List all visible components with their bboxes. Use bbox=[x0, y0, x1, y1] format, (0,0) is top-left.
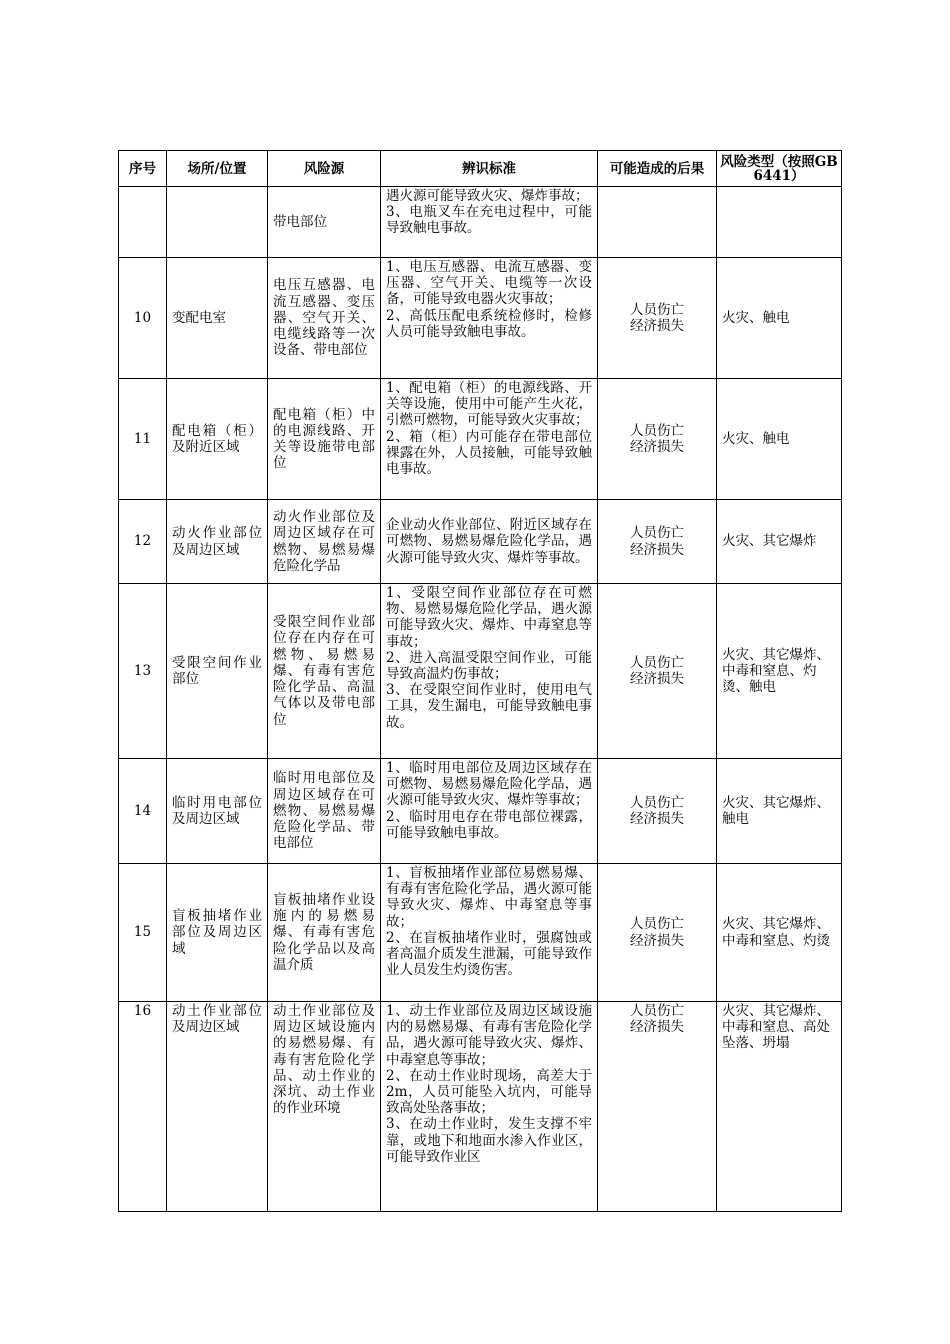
cell-place: 盲板抽堵作业部位及周边区域 bbox=[167, 864, 268, 1002]
table-row bbox=[119, 258, 842, 379]
cell-source: 临时用电部位及周边区域存在可燃物、易燃易爆危险化学品、带电部位 bbox=[268, 759, 381, 864]
cell-criteria: 企业动火作业部位、附近区域存在可燃物、易燃易爆危险化学品，遇火源可能导致火灾、爆炸等事故。 bbox=[381, 500, 598, 584]
cell-seq: 15 bbox=[119, 864, 167, 1002]
cell-type: 火灾、其它爆炸、中毒和窒息、灼烫 bbox=[717, 864, 842, 1002]
table-row bbox=[119, 379, 842, 500]
cell-place bbox=[167, 187, 268, 258]
cell-place: 变配电室 bbox=[167, 258, 268, 379]
cell-criteria: 1、配电箱（柜）的电源线路、开关等设施，使用中可能产生火花，引燃可燃物，可能导致火灾事故； 2、箱（柜）内可能存在带电部位裸露在外，人员接触，可能导致触电事故。 bbox=[381, 379, 598, 500]
cell-seq: 13 bbox=[119, 584, 167, 759]
risk-identification-table bbox=[118, 150, 842, 1212]
header-criteria: 辨识标准 bbox=[381, 151, 598, 187]
cell-source: 带电部位 bbox=[268, 187, 381, 258]
cell-source: 盲板抽堵作业设施内的易燃易爆、有毒有害危险化学品以及高温介质 bbox=[268, 864, 381, 1002]
cell-consequence: 人员伤亡 经济损失 bbox=[598, 500, 717, 584]
cell-consequence: 人员伤亡 经济损失 bbox=[598, 1002, 717, 1212]
cell-place: 临时用电部位及周边区域 bbox=[167, 759, 268, 864]
cell-seq: 12 bbox=[119, 500, 167, 584]
cell-place: 配电箱（柜）及附近区域 bbox=[167, 379, 268, 500]
cell-source: 电压互感器、电流互感器、变压器、空气开关、电缆线路等一次设备、带电部位 bbox=[268, 258, 381, 379]
cell-source: 动土作业部位及周边区域设施内的易燃易爆、有毒有害危险化学品、动土作业的深坑、动土作业的作业环境 bbox=[268, 1002, 381, 1212]
cell-type: 火灾、其它爆炸、中毒和窒息、灼烫、触电 bbox=[717, 584, 842, 759]
header-seq: 序号 bbox=[119, 151, 167, 187]
cell-type: 火灾、其它爆炸 bbox=[717, 500, 842, 584]
header-place: 场所/位置 bbox=[167, 151, 268, 187]
cell-seq: 11 bbox=[119, 379, 167, 500]
cell-criteria: 1、动土作业部位及周边区域设施内的易燃易爆、有毒有害危险化学品，遇火源可能导致火灾、爆炸、中毒窒息等事故； 2、在动土作业时现场，高差大于2m，人员可能坠入坑内，可能导致高处坠落事故； 3、在动土作业时，发生支撑不牢靠，或地下和地面水渗入作业区，可能导致作业区 bbox=[381, 1002, 598, 1212]
cell-place: 动火作业部位及周边区域 bbox=[167, 500, 268, 584]
cell-consequence: 人员伤亡 经济损失 bbox=[598, 584, 717, 759]
cell-criteria: 1、受限空间作业部位存在可燃物、易燃易爆危险化学品，遇火源可能导致火灾、爆炸、中毒窒息等事故； 2、进入高温受限空间作业，可能导致高温灼伤事故； 3、在受限空间作业时，使用电气工具，发生漏电，可能导致触电事故。 bbox=[381, 584, 598, 759]
cell-seq bbox=[119, 187, 167, 258]
cell-source: 配电箱（柜）中的电源线路、开关等设施带电部位 bbox=[268, 379, 381, 500]
cell-consequence bbox=[598, 187, 717, 258]
cell-source: 动火作业部位及周边区域存在可燃物、易燃易爆危险化学品 bbox=[268, 500, 381, 584]
table-row bbox=[119, 759, 842, 864]
header-consequence: 可能造成的后果 bbox=[598, 151, 717, 187]
cell-type: 火灾、触电 bbox=[717, 258, 842, 379]
cell-seq: 14 bbox=[119, 759, 167, 864]
table-row bbox=[119, 864, 842, 1002]
table-header-row bbox=[119, 151, 842, 187]
cell-place: 受限空间作业部位 bbox=[167, 584, 268, 759]
cell-source: 受限空间作业部位存在内存在可燃物、易燃易爆、有毒有害危险化学品、高温气体以及带电部位 bbox=[268, 584, 381, 759]
cell-consequence: 人员伤亡 经济损失 bbox=[598, 864, 717, 1002]
cell-criteria: 1、电压互感器、电流互感器、变压器、空气开关、电缆等一次设备，可能导致电器火灾事故； 2、高低压配电系统检修时，检修人员可能导致触电事故。 bbox=[381, 258, 598, 379]
cell-place: 动土作业部位及周边区域 bbox=[167, 1002, 268, 1212]
cell-consequence: 人员伤亡 经济损失 bbox=[598, 379, 717, 500]
table-row bbox=[119, 1002, 842, 1212]
cell-type: 火灾、其它爆炸、触电 bbox=[717, 759, 842, 864]
header-source: 风险源 bbox=[268, 151, 381, 187]
cell-criteria: 遇火源可能导致火灾、爆炸事故； 3、电瓶叉车在充电过程中，可能导致触电事故。 bbox=[381, 187, 598, 258]
header-type: 风险类型（按照GB6441） bbox=[717, 151, 842, 187]
cell-consequence: 人员伤亡 经济损失 bbox=[598, 759, 717, 864]
cell-type: 火灾、触电 bbox=[717, 379, 842, 500]
table-row bbox=[119, 187, 842, 258]
cell-seq: 10 bbox=[119, 258, 167, 379]
cell-seq: 16 bbox=[119, 1002, 167, 1212]
cell-consequence: 人员伤亡 经济损失 bbox=[598, 258, 717, 379]
cell-criteria: 1、临时用电部位及周边区域存在可燃物、易燃易爆危险化学品，遇火源可能导致火灾、爆炸等事故； 2、临时用电存在带电部位裸露，可能导致触电事故。 bbox=[381, 759, 598, 864]
cell-type: 火灾、其它爆炸、中毒和窒息、高处坠落、坍塌 bbox=[717, 1002, 842, 1212]
cell-criteria: 1、盲板抽堵作业部位易燃易爆、有毒有害危险化学品，遇火源可能导致火灾、爆炸、中毒窒息等事故； 2、在盲板抽堵作业时，强腐蚀或者高温介质发生泄漏，可能导致作业人员发生灼烫伤害。 bbox=[381, 864, 598, 1002]
table-row bbox=[119, 500, 842, 584]
table-row bbox=[119, 584, 842, 759]
cell-type bbox=[717, 187, 842, 258]
